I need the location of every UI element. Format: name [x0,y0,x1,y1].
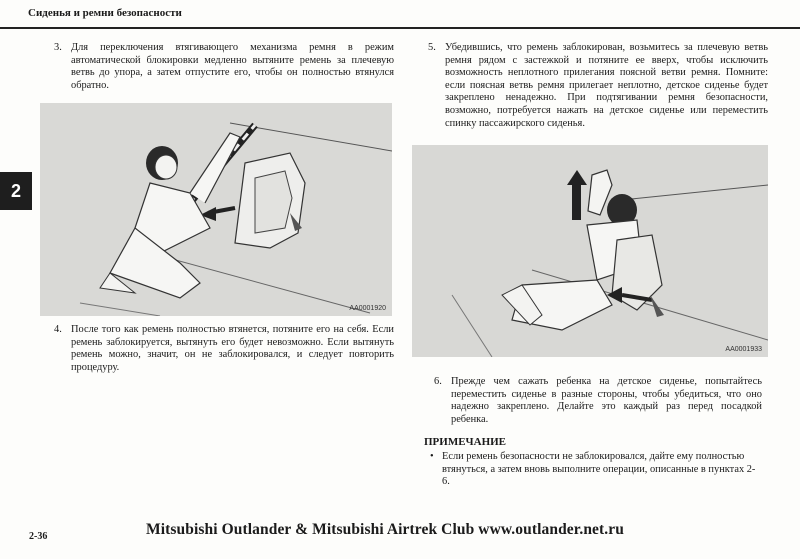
step-text: После того как ремень полностью втянется, потяните его на себя. Если ремень заблокируется, вытянуть его будет невозможно. Если вытянуть ремень можно, значит, он не заблокировался, и следует повторить процедуру. [71,324,394,373]
belt-tighten-illustration [412,145,768,357]
figure-belt-pull [40,103,392,316]
note-title: ПРИМЕЧАНИЕ [424,436,507,448]
step-number: 5. [428,42,436,53]
chapter-tab [0,172,32,210]
step-text: Для переключения втягивающего механизма ремня в режим автоматической блокировки медленно вытяните ремень за плечевую ветвь до упора, а затем отпустите его, чтобы он полностью втянулся обратно. [71,42,394,91]
step-5 [428,42,768,130]
step-text: Прежде чем сажать ребенка на детское сиденье, попытайтесь переместить сиденье в разные стороны, чтобы убедиться, что оно надежно закреплено. Делайте это каждый раз перед посадкой ребенка. [451,376,762,425]
step-number: 6. [434,376,442,387]
belt-pull-illustration [40,103,392,316]
step-text: Убедившись, что ремень заблокирован, возьмитесь за плечевую ветвь ремня рядом с застежкой и потяните ее вверх, чтобы исключить возможность неплотного прилегания поясной ветви ремня. Помните: если поясная ветвь ремня прилегает неплотно, детское сиденье будет закреплено ненадежно. При подтягивании ремня безопасности, возможно, потребуется нажать на детское сиденье или переместить спинку пассажирского сиденья. [445,42,768,129]
step-number: 3. [54,42,62,53]
figure-code: AA0001920 [349,305,386,312]
figure-code: AA0001933 [725,346,762,353]
step-6 [434,376,762,426]
bullet: • [430,451,434,462]
header-divider [0,27,800,29]
step-3 [54,42,394,92]
step-number: 4. [54,324,62,335]
footer-watermark: Mitsubishi Outlander & Mitsubishi Airtrek Club www.outlander.net.ru [146,521,624,538]
note-text: Если ремень безопасности не заблокировался, дайте ему полностью втянуться, а затем вновь выполните операции, описанные в пунктах 2-6. [442,451,756,488]
step-4 [54,324,394,374]
section-title: Сиденья и ремни безопасности [28,7,182,19]
page-number: 2-36 [29,531,48,542]
note-item [430,451,760,489]
figure-belt-tighten [412,145,768,357]
chapter-number: 2 [10,180,21,201]
